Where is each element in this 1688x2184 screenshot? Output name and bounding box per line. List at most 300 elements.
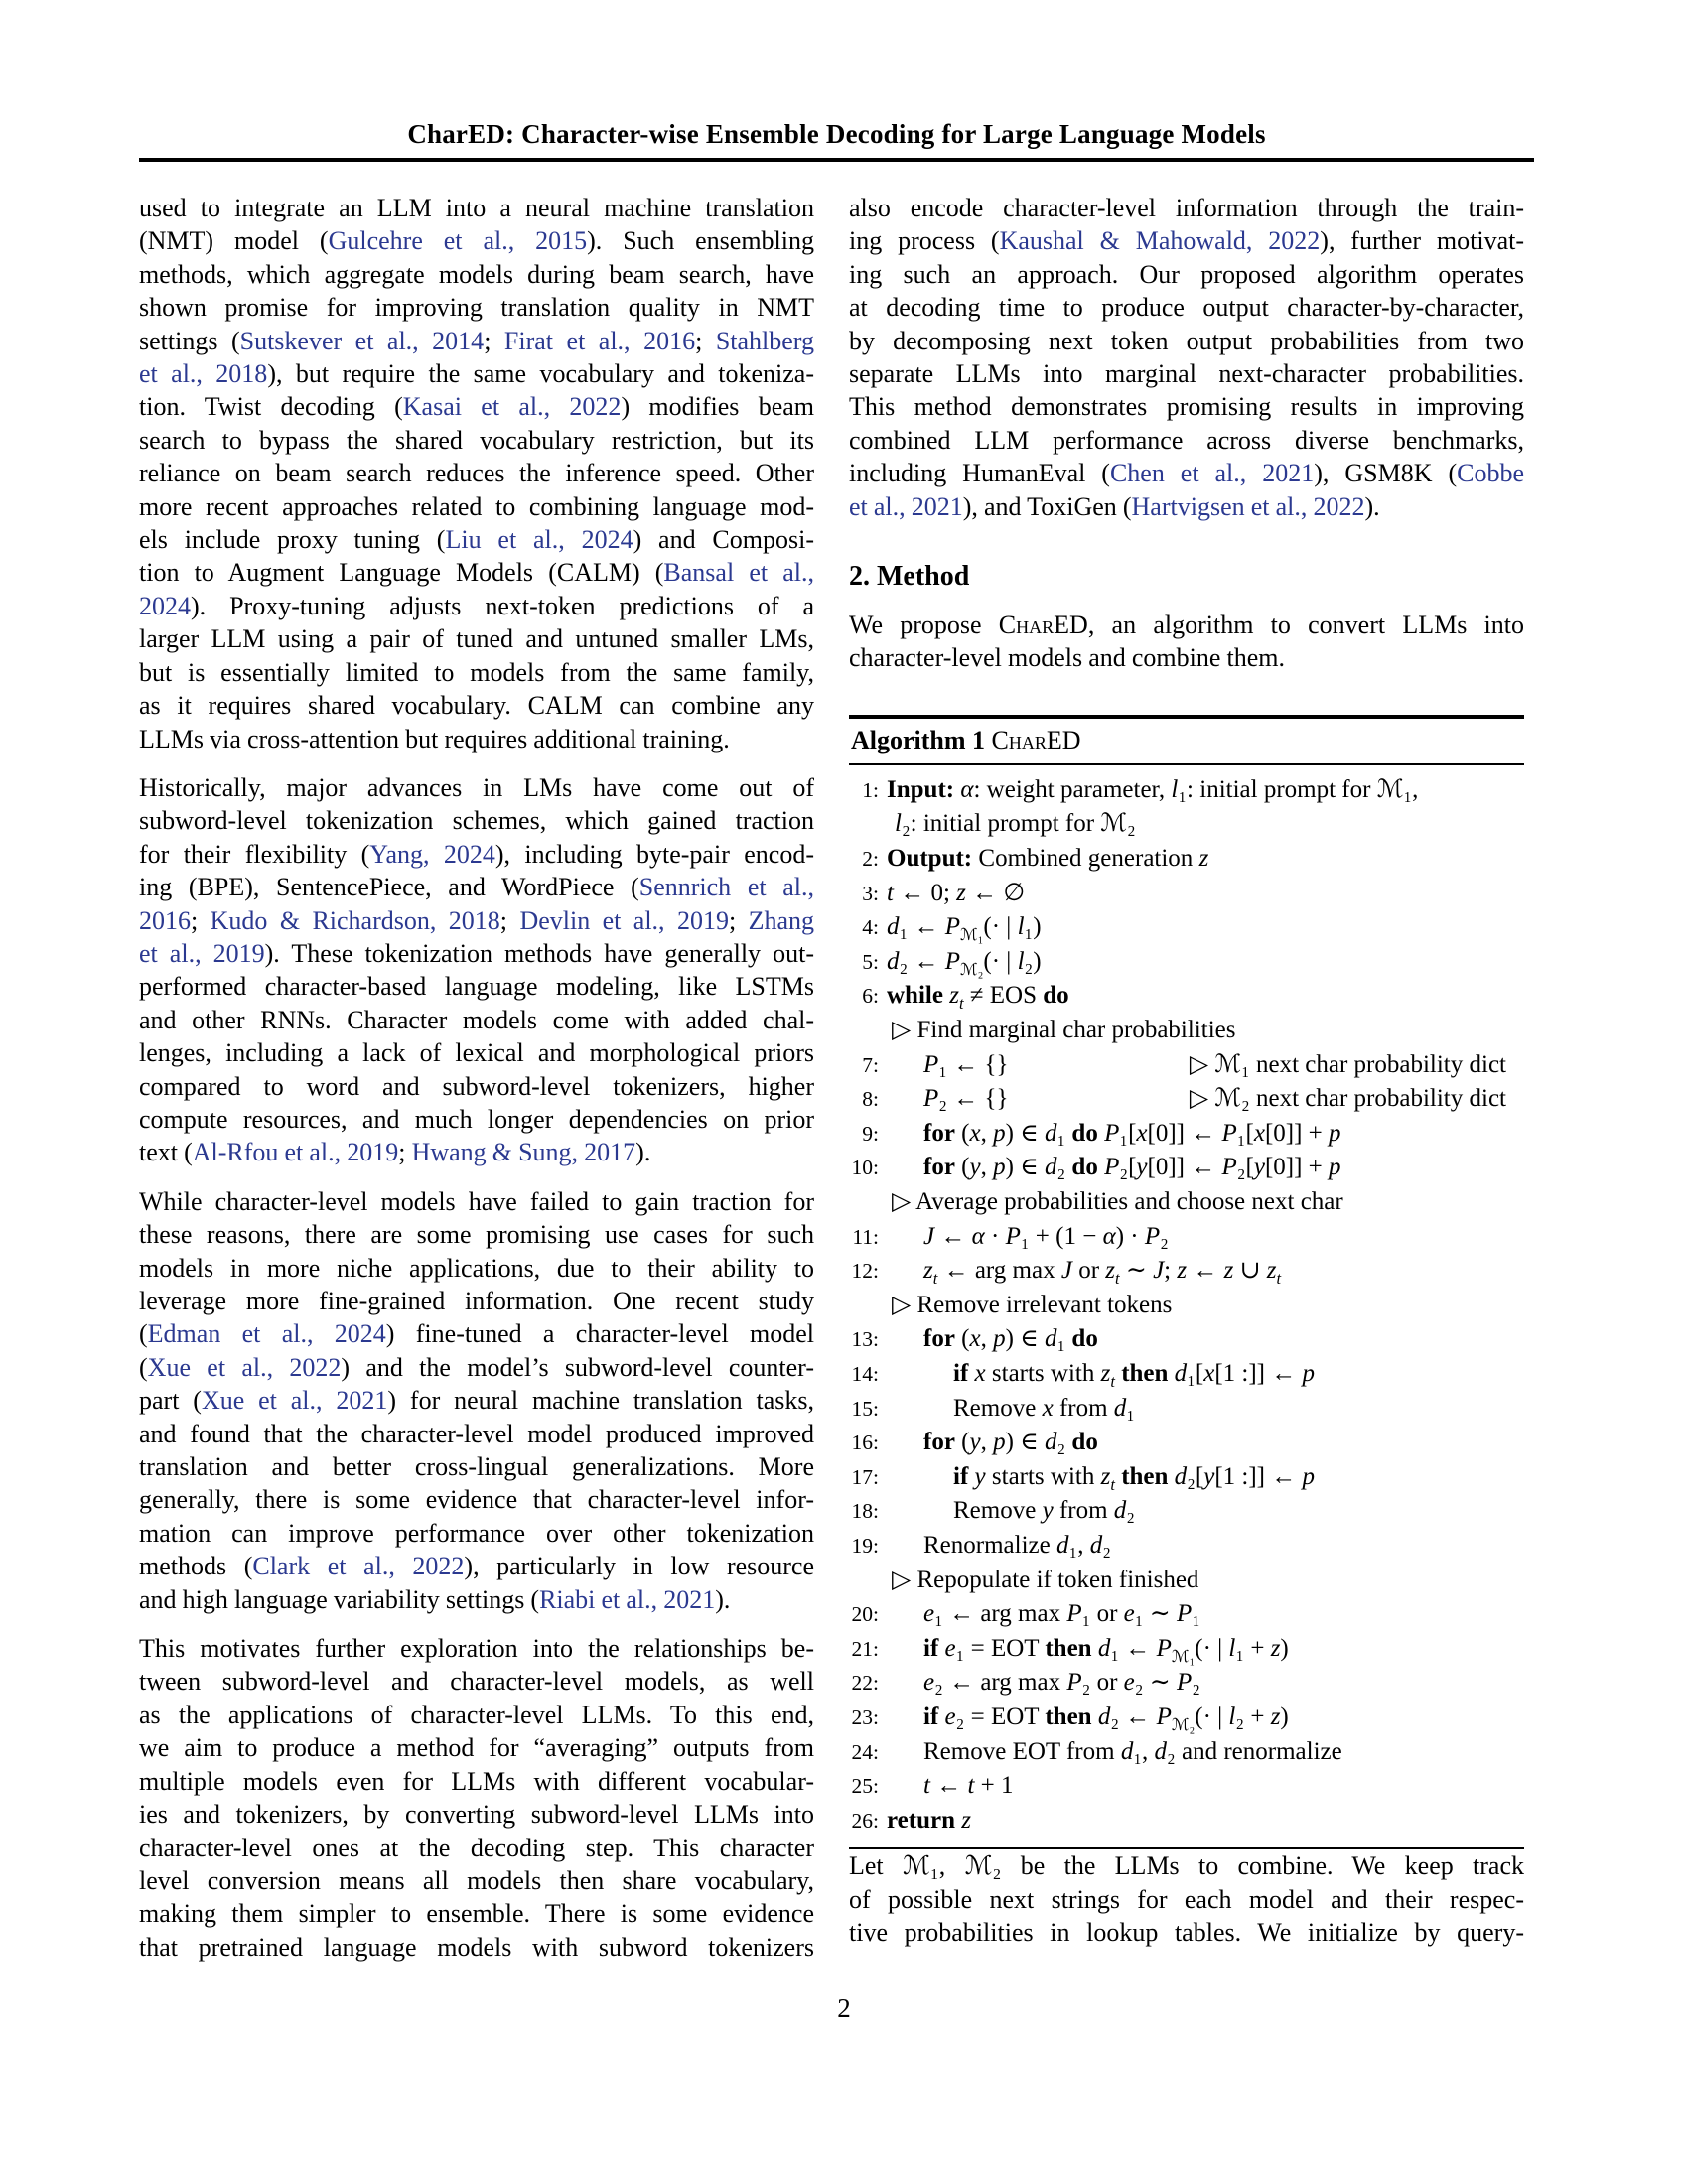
statement: P₁ ← {} (923, 1050, 1009, 1078)
math-variable: l (1228, 1703, 1236, 1730)
text-line: multiple models even for LLMs with different vocabular- (139, 1766, 814, 1796)
math-variable: P (1104, 1119, 1120, 1147)
algorithm-line (849, 1564, 1524, 1598)
text-line: compute resources, and much longer dependencies on prior (139, 1104, 814, 1134)
line-number: 6: (862, 984, 879, 1009)
text-line: methods (Clark et al., 2022), particularly in low resource (139, 1552, 814, 1581)
math-variable: z (1198, 845, 1209, 873)
statement: Remove x from d₁ (953, 1394, 1136, 1422)
bold-keyword: do (1071, 1154, 1098, 1181)
math-variable: z (1105, 1257, 1116, 1285)
math-variable: p (1302, 1359, 1315, 1387)
text-line: reliance on beam search reduces the inference speed. Other (139, 459, 814, 488)
math-variable: e (923, 1600, 935, 1628)
line-content (879, 1220, 1524, 1255)
method-intro-text (849, 609, 1524, 675)
bold-keyword: for (923, 1154, 955, 1181)
math-variable: P (1176, 1600, 1193, 1628)
math-variable: x (969, 1119, 981, 1147)
algorithm-line (849, 1254, 1524, 1289)
math-variable: J (923, 1222, 935, 1250)
algorithm-line (849, 1735, 1524, 1770)
line-content (879, 1769, 1524, 1804)
algorithm-line (849, 1014, 1524, 1048)
line-content (879, 910, 1524, 945)
line-content (879, 1117, 1524, 1152)
text-line: character-level ones at the decoding step. This character (139, 1833, 814, 1862)
right-column-bottom-text (849, 1849, 1524, 1949)
math-variable: d (887, 913, 900, 941)
line-number: 17: (851, 1464, 879, 1489)
citation-link[interactable]: Xue et al., 2021 (201, 1386, 388, 1416)
text-line: tive probabilities in lookup tables. We initialize by query- (849, 1918, 1524, 1948)
algorithm-line (849, 1426, 1524, 1460)
algorithm-comment: ▷ Remove irrelevant tokens (892, 1291, 1173, 1318)
algorithm-line (849, 979, 1524, 1014)
text-line: ing (BPE), SentencePiece, and WordPiece (Sennrich et al., (139, 873, 814, 902)
citation-link[interactable]: Edman et al., 2024 (147, 1319, 386, 1349)
line-content (879, 1426, 1524, 1460)
line-content (879, 1254, 1524, 1289)
line-content (879, 1048, 1524, 1083)
statement: for (y, p) ∈ d₂ do (923, 1429, 1098, 1456)
side-comment: ▷ ℳ₁ next char probability dict (1189, 1050, 1506, 1078)
text-line: but is essentially limited to models from the same family, (139, 657, 814, 687)
math-variable: e (1123, 1600, 1135, 1628)
text-line: This motivates further exploration into the relationships be- (139, 1634, 814, 1664)
line-number: 8: (862, 1087, 879, 1112)
algorithm-line (849, 910, 1524, 945)
algorithm-line (849, 1701, 1524, 1735)
math-variable: l (895, 810, 902, 838)
line-number: 21: (851, 1636, 879, 1661)
text-line: for their flexibility (Yang, 2024), including byte-pair encod- (139, 839, 814, 869)
side-comment: ▷ ℳ₂ next char probability dict (1189, 1085, 1506, 1113)
algorithm-comment: ▷ Find marginal char probabilities (892, 1017, 1236, 1044)
algorithm-line (849, 1151, 1524, 1185)
line-number (849, 1289, 879, 1323)
citation-link[interactable]: Clark et al., 2022 (252, 1552, 465, 1581)
text-line: els include proxy tuning (Liu et al., 2024) and Composi- (139, 525, 814, 555)
section-heading: 2. Method (849, 561, 970, 593)
algorithm-line (849, 1289, 1524, 1323)
text-line: (Edman et al., 2024) fine-tuned a character-level model (139, 1319, 814, 1349)
math-variable: e (1123, 1669, 1135, 1697)
algorithm-line (849, 1357, 1524, 1392)
statement: if e₂ = EOT then d₂ ← $P_{ℳ_2}(\cdot$ | l₂ + z) (923, 1703, 1289, 1734)
line-content (879, 773, 1524, 808)
text-line: character-level models and combine them. (849, 643, 1285, 673)
text-line: (Xue et al., 2022) and the model’s subword-level counter- (139, 1352, 814, 1382)
math-variable: z (1270, 1703, 1281, 1730)
subscript: t (1276, 1269, 1282, 1289)
text-line: separate LLMs into marginal next-character probabilities. (849, 359, 1524, 389)
line-content (879, 1529, 1524, 1564)
line-content (879, 1597, 1524, 1632)
citation-link[interactable]: Stahlberg (715, 326, 814, 355)
text-line: search to bypass the shared vocabulary restriction, but its (139, 425, 814, 455)
text-line: et al., 2019). These tokenization methods have generally out- (139, 938, 814, 968)
line-content (879, 877, 1524, 911)
bold-keyword: for (923, 1325, 955, 1353)
math-variable: P (1221, 1119, 1237, 1147)
paragraph (139, 1632, 814, 1964)
subscript: ℳ₁ (1171, 1646, 1196, 1666)
algorithm-line (849, 1220, 1524, 1255)
line-content (879, 1632, 1524, 1667)
text-line: we aim to produce a method for “averaging” outputs from (139, 1733, 814, 1763)
line-content (879, 945, 1524, 980)
line-number: 13: (851, 1327, 879, 1352)
text-line: Let ℳ₁, ℳ₂ be the LLMs to combine. We keep track (849, 1851, 1524, 1881)
text-line: of possible next strings for each model and their respec- (849, 1884, 1524, 1914)
text-line: (NMT) model (Gulcehre et al., 2015). Such ensembling (139, 226, 814, 256)
line-content (879, 1082, 1524, 1117)
math-variable: P (923, 1085, 939, 1113)
citation-link[interactable]: Bansal et al., (663, 558, 814, 588)
text-line: translation and better cross-lingual generalizations. More (139, 1452, 814, 1482)
text-line: more recent approaches related to combining language mod- (139, 491, 814, 521)
math-variable: t (923, 1772, 930, 1800)
text-line: generally, there is some evidence that character-level infor- (139, 1485, 814, 1515)
citation-link[interactable]: et al., 2021 (849, 491, 963, 521)
text-line: compared to word and subword-level tokenizers, higher (139, 1071, 814, 1101)
citation-link[interactable]: Kasai et al., 2022 (402, 392, 622, 422)
citation-link[interactable]: et al., 2019 (139, 938, 265, 968)
citation-link[interactable]: Gulcehre et al., 2015 (328, 226, 588, 256)
math-variable: p (993, 1429, 1006, 1456)
text-line: settings (Sutskever et al., 2014; Firat et al., 2016; Stahlberg (139, 326, 814, 355)
math-variable: t (967, 1772, 975, 1800)
algorithm-line (849, 1597, 1524, 1632)
math-variable: P (1221, 1154, 1237, 1181)
math-variable: d (1097, 1703, 1111, 1730)
line-number: 23: (851, 1705, 879, 1729)
citation-link[interactable]: Zhang (748, 905, 814, 935)
bold-keyword: do (1071, 1119, 1098, 1147)
line-number (849, 1014, 879, 1048)
right-column (849, 192, 1524, 1964)
math-variable: J (1060, 1257, 1072, 1285)
text-line: larger LLM using a pair of tuned and untuned smaller LMs, (139, 624, 814, 654)
math-variable: z (961, 1806, 971, 1834)
text-line: these reasons, there are some promising use cases for such (139, 1220, 814, 1250)
text-line: Historically, major advances in LMs have come out of (139, 772, 814, 802)
bold-keyword: Input: (887, 775, 955, 803)
algorithm-line (849, 1082, 1524, 1117)
text-line: and high language variability settings (Riabi et al., 2021). (139, 1584, 731, 1614)
math-variable: x (969, 1325, 981, 1353)
text-line: et al., 2021), and ToxiGen (Hartvigsen et al., 2022). (849, 491, 1380, 521)
math-variable: z (949, 982, 959, 1010)
algorithm-line (849, 1048, 1524, 1083)
algorithm-line (849, 1117, 1524, 1152)
line-content (879, 979, 1524, 1014)
statement (887, 1804, 971, 1839)
algorithm-line (849, 1494, 1524, 1529)
citation-link[interactable]: Sutskever et al., 2014 (239, 326, 485, 355)
math-variable: p (1329, 1119, 1341, 1147)
algorithm-line (849, 1392, 1524, 1427)
subscript: t (1110, 1371, 1115, 1391)
line-content (879, 1804, 1524, 1839)
math-variable: P (1176, 1669, 1193, 1697)
bold-keyword: Output: (887, 845, 973, 873)
statement: if x starts with $z_t$ then d₁[x[1 :]] ← p (953, 1359, 1315, 1391)
line-number: 3: (862, 881, 879, 905)
math-variable: d (1055, 1531, 1069, 1559)
algorithm-body (849, 765, 1524, 1849)
math-variable: y (974, 1462, 986, 1490)
algorithm-caption (849, 719, 1524, 765)
citation-link[interactable]: Al-Rfou et al., 2019 (192, 1138, 399, 1167)
math-variable: e (944, 1703, 956, 1730)
line-content (879, 1494, 1524, 1529)
line-content (879, 1666, 1524, 1701)
text-line: ing process (Kaushal & Mahowald, 2022), further motivat- (849, 226, 1524, 256)
statement: J ← α · P₁ + (1 − α) · P₂ (923, 1222, 1169, 1250)
line-number: 18: (851, 1499, 879, 1524)
text-line: and other RNNs. Character models come with added chal- (139, 1005, 814, 1034)
text-line: as the applications of character-level LLMs. To this end, (139, 1700, 814, 1729)
math-variable: z (923, 1257, 933, 1285)
algorithm-line (849, 1804, 1524, 1839)
math-variable: α (1102, 1222, 1116, 1250)
paragraph (849, 1849, 1524, 1949)
math-variable: e (944, 1634, 956, 1662)
text-line: used to integrate an LLM into a neural machine translation (139, 194, 814, 222)
math-variable: x (1042, 1394, 1054, 1422)
algorithm-line (849, 807, 1524, 842)
text-line: This method demonstrates promising results in improving (849, 392, 1524, 422)
math-variable: e (923, 1669, 935, 1697)
text-line: LLMs via cross-attention but requires additional training. (139, 724, 730, 753)
paragraph (139, 771, 814, 1169)
citation-link[interactable]: Hartvigsen et al., 2022 (1131, 491, 1365, 521)
math-variable: d (1044, 1325, 1057, 1353)
citation-link[interactable]: Hwang & Sung, 2017 (411, 1138, 636, 1167)
math-variable: x (974, 1359, 986, 1387)
text-line: including HumanEval (Chen et al., 2021), GSM8K (Cobbe (849, 459, 1524, 488)
citation-link[interactable]: Kaushal & Mahowald, 2022 (999, 226, 1321, 256)
line-number: 5: (862, 949, 879, 974)
math-variable: p (993, 1119, 1006, 1147)
subscript: ℳ₁ (960, 925, 984, 945)
line-number: 19: (851, 1533, 879, 1558)
line-number: 1: (862, 777, 879, 802)
bold-keyword: then (1121, 1359, 1169, 1387)
statement: Input: α: weight parameter, l₁: initial prompt for ℳ₁, (887, 775, 1419, 803)
line-content (879, 1322, 1524, 1357)
math-variable: d (1097, 1634, 1111, 1662)
bold-keyword: do (1071, 1429, 1098, 1456)
math-variable: d (1154, 1737, 1168, 1765)
line-number: 20: (851, 1602, 879, 1627)
line-number: 12: (851, 1259, 879, 1284)
line-content (879, 1460, 1524, 1495)
math-variable: α (960, 775, 974, 803)
bold-keyword: return (887, 1806, 955, 1834)
algorithm-box (849, 715, 1524, 1849)
bold-keyword: then (1045, 1634, 1092, 1662)
statement: Remove EOT from d₁, d₂ and renormalize (923, 1737, 1342, 1765)
statement: e₁ ← arg max P₁ or e₁ ∼ P₁ (923, 1600, 1200, 1628)
text-line: et al., 2018), but require the same vocabulary and tokeniza- (139, 359, 814, 389)
line-number: 22: (851, 1671, 879, 1696)
statement: Renormalize d₁, d₂ (923, 1531, 1111, 1559)
math-variable: l (1228, 1634, 1236, 1662)
citation-link[interactable]: Devlin et al., 2019 (519, 905, 729, 935)
citation-link[interactable]: 2016 (139, 905, 191, 935)
paragraph (139, 1185, 814, 1616)
text-line: We propose CharED, an algorithm to convert LLMs into (849, 611, 1524, 640)
citation-link[interactable]: Firat et al., 2016 (503, 326, 696, 355)
text-line: part (Xue et al., 2021) for neural machine translation tasks, (139, 1386, 814, 1416)
running-title: CharED: Character-wise Ensemble Decoding for Large Language Models (407, 119, 1266, 149)
text-line: shown promise for improving translation quality in NMT (139, 293, 814, 323)
line-number: 25: (851, 1774, 879, 1799)
citation-link[interactable]: Riabi et al., 2021 (539, 1584, 716, 1614)
subscript: t (1115, 1269, 1120, 1289)
line-content (879, 1357, 1524, 1392)
line-number: 14: (851, 1361, 879, 1386)
line-content (879, 1701, 1524, 1735)
line-number (849, 807, 879, 842)
citation-link[interactable]: Chen et al., 2021 (1109, 459, 1315, 488)
statement: t ← 0; z ← ∅ (887, 879, 1026, 906)
citation-link[interactable]: et al., 2018 (139, 359, 268, 389)
line-content (879, 1151, 1524, 1185)
line-number: 10: (851, 1156, 879, 1180)
algorithm-line (849, 1666, 1524, 1701)
citation-link[interactable]: Sennrich et al., (638, 873, 814, 902)
citation-link[interactable]: Liu et al., 2024 (445, 525, 633, 555)
statement: for (x, p) ∈ d₁ do (923, 1325, 1098, 1353)
two-column-layout (139, 192, 1534, 1964)
text-line: that pretrained language models with subword tokenizers (139, 1932, 814, 1962)
text-line: tion. Twist decoding (Kasai et al., 2022) modifies beam (139, 392, 814, 422)
text-line: ies and tokenizers, by converting subword-level LLMs into (139, 1800, 814, 1830)
algorithm-line (849, 1632, 1524, 1667)
text-line: and found that the character-level model produced improved (139, 1419, 814, 1448)
text-line: methods, which aggregate models during beam search, have (139, 259, 814, 289)
line-number: 7: (862, 1052, 879, 1077)
algorithm-line (849, 1460, 1524, 1495)
math-variable: P (923, 1050, 939, 1078)
algorithm-line (849, 842, 1524, 877)
text-line: by decomposing next token output probabilities from two (849, 326, 1524, 355)
subscript: t (1110, 1474, 1115, 1494)
paragraph (139, 192, 814, 755)
math-variable: y (969, 1154, 981, 1181)
math-variable: p (1302, 1462, 1315, 1490)
math-variable: α (971, 1222, 985, 1250)
statement: P₂ ← {} (923, 1085, 1009, 1113)
title-rule (139, 158, 1534, 162)
math-variable: p (993, 1325, 1006, 1353)
line-content (879, 1735, 1524, 1770)
citation-link[interactable]: Kudo & Richardson, 2018 (210, 905, 500, 935)
math-variable: z (956, 879, 966, 906)
text-line: as it requires shared vocabulary. CALM can combine any (139, 691, 814, 721)
math-variable: P (944, 947, 960, 975)
math-variable: p (1329, 1154, 1341, 1181)
wrapped-line-content: l ₂: initial prompt for ℳ₂ (879, 807, 1524, 842)
citation-link[interactable]: Cobbe (1457, 459, 1524, 488)
math-variable: d (1113, 1394, 1127, 1422)
line-number: 11: (852, 1224, 879, 1249)
math-variable: d (1044, 1154, 1057, 1181)
math-variable: d (1113, 1497, 1127, 1525)
math-variable: J (1153, 1257, 1165, 1285)
math-variable: y (1203, 1462, 1215, 1490)
text-line: subword-level tokenization schemes, which gained traction (139, 806, 814, 836)
math-variable: p (993, 1154, 1006, 1181)
text-line: combined LLM performance across diverse benchmarks, (849, 425, 1524, 455)
bold-keyword: for (923, 1119, 955, 1147)
citation-link[interactable]: Yang, 2024 (369, 839, 495, 869)
text-line: making them simpler to ensemble. There is some evidence (139, 1899, 814, 1929)
subscript: t (932, 1269, 938, 1289)
text-line: lenges, including a lack of lexical and morphological priors (139, 1038, 814, 1068)
math-variable: z (1223, 1257, 1234, 1285)
bold-keyword: if (953, 1359, 969, 1387)
math-variable: x (1203, 1359, 1215, 1387)
math-variable: d (1089, 1531, 1103, 1559)
bold-keyword: then (1121, 1462, 1169, 1490)
math-variable: x (1253, 1119, 1265, 1147)
bold-keyword: if (953, 1462, 969, 1490)
statement: Output: Combined generation z (887, 845, 1209, 873)
bold-keyword: do (1043, 982, 1069, 1010)
bold-keyword: while (887, 982, 943, 1010)
line-number (849, 1564, 879, 1598)
line-number: 15: (851, 1396, 879, 1421)
math-variable: y (1136, 1154, 1148, 1181)
math-variable: y (1253, 1154, 1265, 1181)
line-content (879, 1392, 1524, 1427)
subscript: ℳ₂ (960, 959, 984, 979)
algorithm-caption-label: Algorithm 1 (851, 725, 986, 754)
text-line: While character-level models have failed to gain traction for (139, 1186, 814, 1216)
text-line: models in more niche applications, due to their ability to (139, 1253, 814, 1283)
statement: while $z_t$ ≠ EOS do (887, 982, 1069, 1014)
bold-keyword: if (923, 1703, 939, 1730)
citation-link[interactable]: 2024 (139, 591, 191, 620)
algorithm-caption-name: CharED (991, 725, 1081, 754)
math-variable: P (1104, 1154, 1120, 1181)
left-column (139, 192, 814, 1964)
line-number: 9: (862, 1121, 879, 1146)
citation-link[interactable]: Xue et al., 2022 (147, 1352, 342, 1382)
bold-keyword: then (1045, 1703, 1092, 1730)
math-variable: P (1066, 1669, 1082, 1697)
text-line: mation can improve performance over other tokenization (139, 1518, 814, 1548)
math-variable: z (1177, 1257, 1188, 1285)
math-variable: P (1156, 1634, 1172, 1662)
line-number (849, 1185, 879, 1220)
statement: d₂ ← $P_{ℳ_2}(\cdot$ | l₂) (887, 947, 1042, 979)
statement: if e₁ = EOT then d₁ ← $P_{ℳ_1}(\cdot$ | l₁ + z) (923, 1634, 1289, 1666)
math-variable: l (1017, 947, 1025, 975)
math-variable: d (887, 947, 900, 975)
line-number: 4: (862, 915, 879, 940)
math-variable: t (887, 879, 894, 906)
math-variable: P (1156, 1703, 1172, 1730)
statement: d₁ ← $P_{ℳ_1}(\cdot$ | l₁) (887, 913, 1042, 945)
line-number: 24: (851, 1739, 879, 1764)
algorithm-line (849, 877, 1524, 911)
